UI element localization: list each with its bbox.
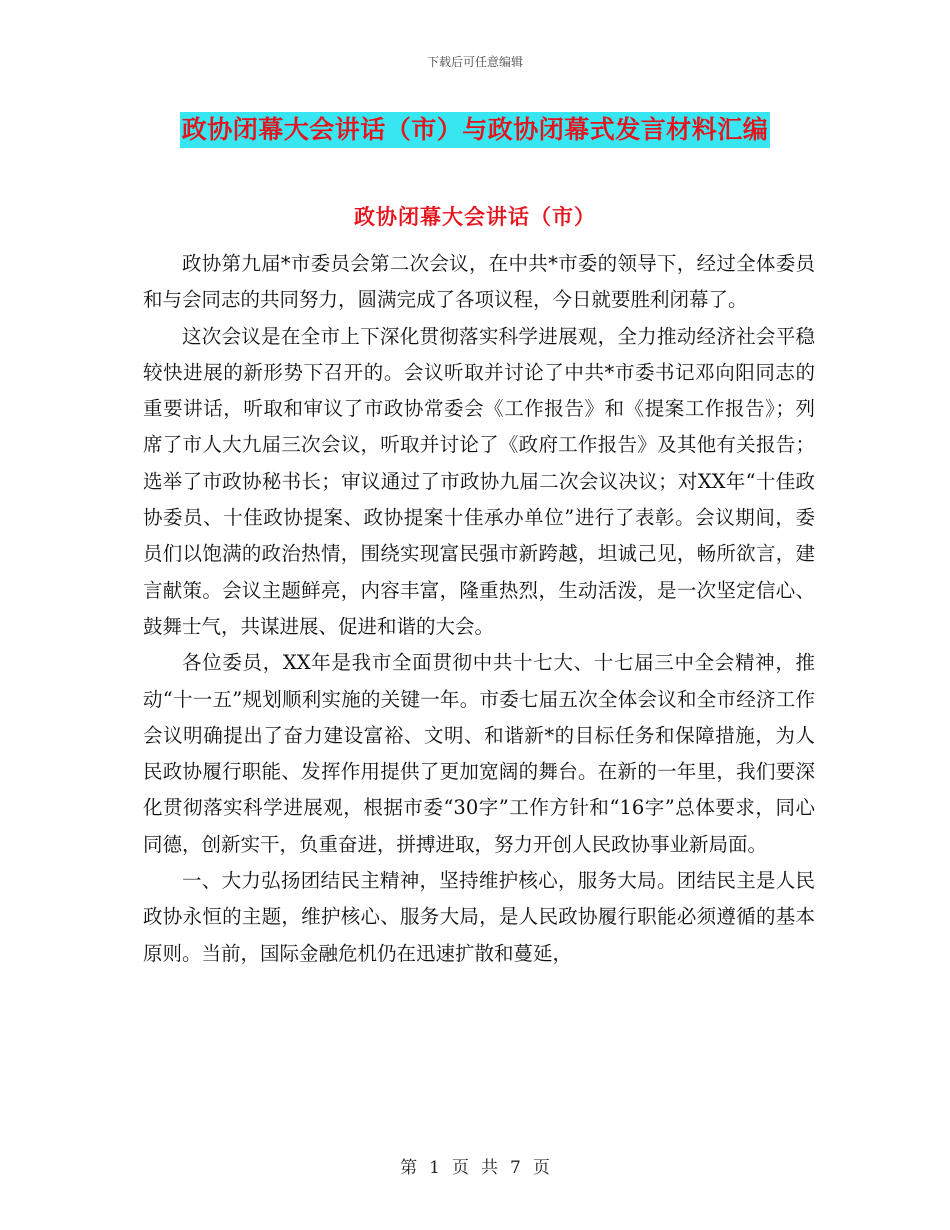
paragraph: 政协第九届*市委员会第二次会议，在中共*市委的领导下，经过全体委员和与会同志的共同努力，圆满完成了各项议程，今日就要胜利闭幕了。 — [143, 252, 815, 312]
footer-page-word: 页 — [452, 1158, 469, 1178]
total-pages: 7 — [510, 1158, 521, 1178]
main-title: 政协闭幕大会讲话（市）与政协闭幕式发言材料汇编 — [180, 112, 771, 148]
paragraph: 一、大力弘扬团结民主精神，坚持维护核心，服务大局。团结民主是人民政协永恒的主题，维护核心、服务大局，是人民政协履行职能必须遵循的基本原则。当前，国际金融危机仍在迅速扩散和蔓延， — [143, 869, 815, 965]
main-title-container — [0, 112, 950, 148]
footer-total-word: 共 — [481, 1158, 498, 1178]
document-body — [143, 246, 815, 972]
footer-suffix: 页 — [532, 1158, 550, 1178]
page-number: 1 — [429, 1158, 440, 1178]
section-title: 政协闭幕大会讲话（市） — [354, 205, 596, 229]
page-footer — [0, 1153, 950, 1178]
header-note: 下载后可任意编辑 — [426, 55, 523, 69]
paragraph: 各位委员，XX年是我市全面贯彻中共十七大、十七届三中全会精神，推动“十一五”规划顺利实施的关键一年。市委七届五次全体会议和全市经济工作会议明确提出了奋力建设富裕、文明、和谐新*的目标任务和保障措施，为人民政协履行职能、发挥作用提供了更加宽阔的舞台。在新的一年里，我们要深化贯彻落实科学进展观，根据市委“30字”工作方针和“16字”总体要求，同心同德，创新实干，负重奋进，拼搏进取，努力开创人民政协事业新局面。 — [143, 651, 815, 856]
footer-prefix: 第 — [400, 1158, 418, 1178]
paragraph: 这次会议是在全市上下深化贯彻落实科学进展观，全力推动经济社会平稳较快进展的新形势下召开的。会议听取并讨论了中共*市委书记邓向阳同志的重要讲话，听取和审议了市政协常委会《工作报告》和《提案工作报告》；列席了市人大九届三次会议，听取并讨论了《政府工作报告》及其他有关报告；选举了市政协秘书长；审议通过了市政协九届二次会议决议；对XX年“十佳政协委员、十佳政协提案、政协提案十佳承办单位”进行了表彰。会议期间，委员们以饱满的政治热情，围绕实现富民强市新跨越，坦诚己见，畅所欲言，建言献策。会议主题鲜亮，内容丰富，隆重热烈，生动活泼，是一次坚定信心、鼓舞士气，共谋进展、促进和谐的大会。 — [143, 324, 815, 638]
